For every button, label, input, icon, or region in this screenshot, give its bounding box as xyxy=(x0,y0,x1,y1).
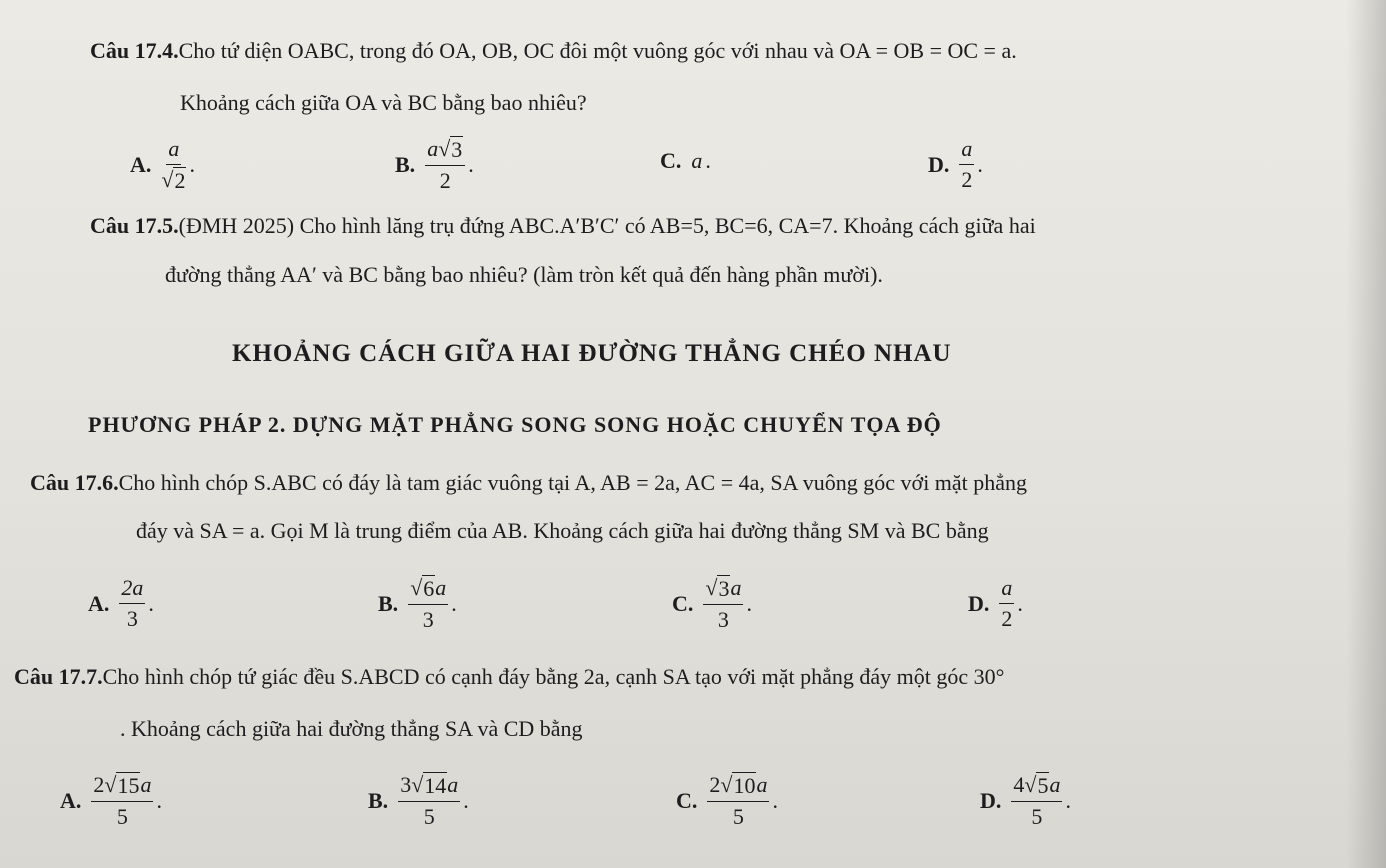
fraction: $\frac{a}{2}$ xyxy=(961,136,973,192)
question-text: Cho tứ diện OABC, trong đó OA, OB, OC đôi một vuông góc với nhau và OA = OB = OC = a. xyxy=(178,38,1017,63)
question-17-7-line-2: . Khoảng cách giữa hai đường thẳng SA và CD bằng xyxy=(120,716,583,741)
q177-option-d[interactable]: D. 4 √ 5 a 5 . xyxy=(980,772,1071,829)
question-17-4-line-2: Khoảng cách giữa OA và BC bằng bao nhiêu? xyxy=(180,90,587,115)
question-label: Câu 17.5. xyxy=(90,213,179,238)
question-17-6-line-2: đáy và SA = a. Gọi M là trung điểm của AB. Khoảng cách giữa hai đường thẳng SM và BC bằng xyxy=(136,518,989,543)
question-text: (ĐMH 2025) Cho hình lăng trụ đứng ABC.A′B′C′ có AB=5, BC=6, CA=7. Khoảng cách giữa hai xyxy=(178,213,1036,238)
fraction: $\frac{2a}{3}$ xyxy=(121,575,144,631)
fraction: √ 6 a 3 xyxy=(410,575,447,632)
fraction: 2 √ 15 a 5 xyxy=(93,772,152,829)
q174-option-a[interactable]: A. a √ 2 . xyxy=(130,136,195,193)
question-17-5-line-2: đường thẳng AA′ và BC bằng bao nhiêu? (làm tròn kết quả đến hàng phần mười). xyxy=(165,262,883,287)
question-17-7-line-1 xyxy=(14,664,1004,690)
q177-option-a[interactable]: A. 2 √ 15 a 5 . xyxy=(60,772,162,829)
fraction: a √ 2 xyxy=(161,136,186,193)
q176-option-a[interactable]: A. $\frac{2a}{3}$ . xyxy=(88,575,154,631)
q177-option-b[interactable]: B. 3 √ 14 a 5 . xyxy=(368,772,469,829)
fraction: 4 √ 5 a 5 xyxy=(1013,772,1061,829)
q177-option-c[interactable]: C. 2 √ 10 a 5 . xyxy=(676,772,778,829)
fraction: √ 3 a 3 xyxy=(705,575,742,632)
q174-option-c[interactable]: C. a . xyxy=(660,148,711,173)
method-heading: PHƯƠNG PHÁP 2. DỰNG MẶT PHẲNG SONG SONG HOẶC CHUYỂN TỌA ĐỘ xyxy=(88,412,942,437)
fraction: 2 √ 10 a 5 xyxy=(709,772,768,829)
question-label: Câu 17.4. xyxy=(90,38,179,63)
question-text: Cho hình chóp tứ giác đều S.ABCD có cạnh đáy bằng 2a, cạnh SA tạo với mặt phẳng đáy một góc 30° xyxy=(102,664,1005,689)
fraction: $\frac{a}{2}$ xyxy=(1001,575,1013,631)
fraction: 3 √ 14 a 5 xyxy=(400,772,459,829)
page-edge-shadow xyxy=(1346,0,1386,868)
q176-option-c[interactable]: C. √ 3 a 3 . xyxy=(672,575,752,632)
question-17-4-line-1 xyxy=(90,38,1017,64)
question-label: Câu 17.7. xyxy=(14,664,103,689)
question-17-6-line-1 xyxy=(30,470,1027,496)
fraction: a √ 3 2 xyxy=(425,136,465,194)
section-heading: KHOẢNG CÁCH GIỮA HAI ĐƯỜNG THẲNG CHÉO NHAU xyxy=(232,340,952,367)
q176-option-d[interactable]: D. $\frac{a}{2}$ . xyxy=(968,575,1023,631)
question-label: Câu 17.6. xyxy=(30,470,119,495)
question-17-5-line-1 xyxy=(90,213,1036,239)
question-text: Cho hình chóp S.ABC có đáy là tam giác vuông tại A, AB = 2a, AC = 4a, SA vuông góc với mặt phẳng xyxy=(118,470,1028,495)
q174-option-d[interactable]: D. $\frac{a}{2}$ . xyxy=(928,136,983,192)
q174-option-b[interactable]: B. a √ 3 2 . xyxy=(395,136,474,193)
q176-option-b[interactable]: B. √ 6 a 3 . xyxy=(378,575,457,632)
